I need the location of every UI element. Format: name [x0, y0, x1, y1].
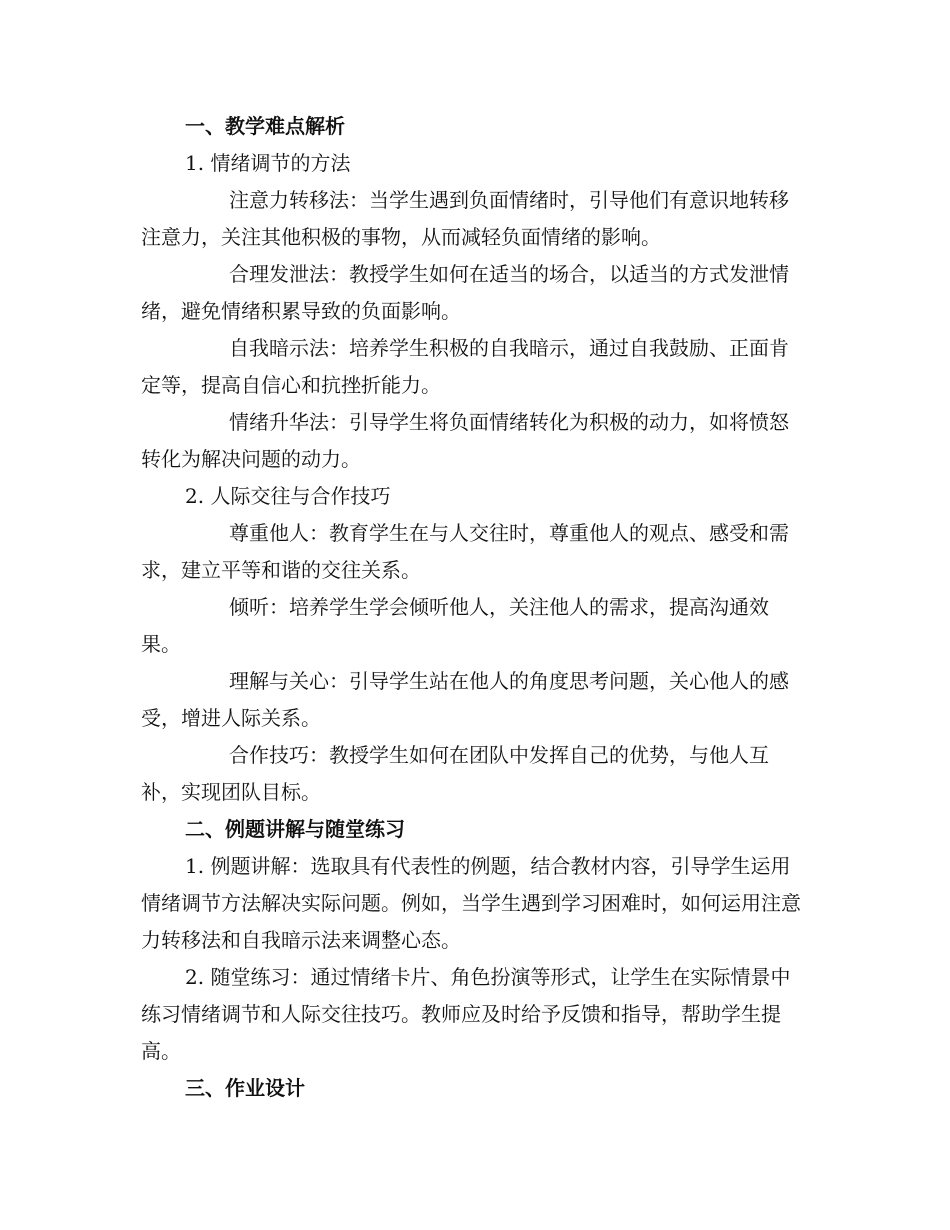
paragraph-class-practice: 2. 随堂练习：通过情绪卡片、角色扮演等形式，让学生在实际情景中练习情绪调节和人际交往技巧。教师应及时给予反馈和指导，帮助学生提高。: [141, 965, 791, 1063]
paragraph-self-suggestion: 自我暗示法：培养学生积极的自我暗示，通过自我鼓励、正面肯定等，提高自信心和抗挫折能力。: [141, 336, 789, 397]
paragraph-cooperation-skills: 合作技巧：教授学生如何在团队中发挥自己的优势，与他人互补，实现团队目标。: [141, 743, 769, 804]
paragraph-emotion-sublimation: 情绪升华法：引导学生将负面情绪转化为积极的动力，如将愤怒转化为解决问题的动力。: [141, 410, 789, 471]
section-heading-examples: 二、例题讲解与随堂练习: [185, 817, 405, 841]
paragraph-understanding-care: 理解与关心：引导学生站在他人的角度思考问题，关心他人的感受，增进人际关系。: [141, 669, 789, 730]
document-body: [141, 108, 806, 1107]
subsection-title-emotion-regulation: 1. 情绪调节的方法: [185, 151, 351, 175]
paragraph-listening: 倾听：培养学生学会倾听他人，关注他人的需求，提高沟通效果。: [141, 595, 769, 656]
section-heading-difficulties: 一、教学难点解析: [185, 114, 345, 138]
paragraph-example-explanation: 1. 例题讲解：选取具有代表性的例题，结合教材内容，引导学生运用情绪调节方法解决实际问题。例如，当学生遇到学习困难时，如何运用注意力转移法和自我暗示法来调整心态。: [141, 854, 801, 952]
section-heading-homework: 三、作业设计: [185, 1076, 305, 1100]
subsection-title-interpersonal: 2. 人际交往与合作技巧: [185, 484, 391, 508]
paragraph-reasonable-venting: 合理发泄法：教授学生如何在适当的场合，以适当的方式发泄情绪，避免情绪积累导致的负面影响。: [141, 262, 789, 323]
paragraph-respect-others: 尊重他人：教育学生在与人交往时，尊重他人的观点、感受和需求，建立平等和谐的交往关系。: [141, 521, 789, 582]
paragraph-attention-shift: 注意力转移法：当学生遇到负面情绪时，引导他们有意识地转移注意力，关注其他积极的事物，从而减轻负面情绪的影响。: [141, 188, 789, 249]
